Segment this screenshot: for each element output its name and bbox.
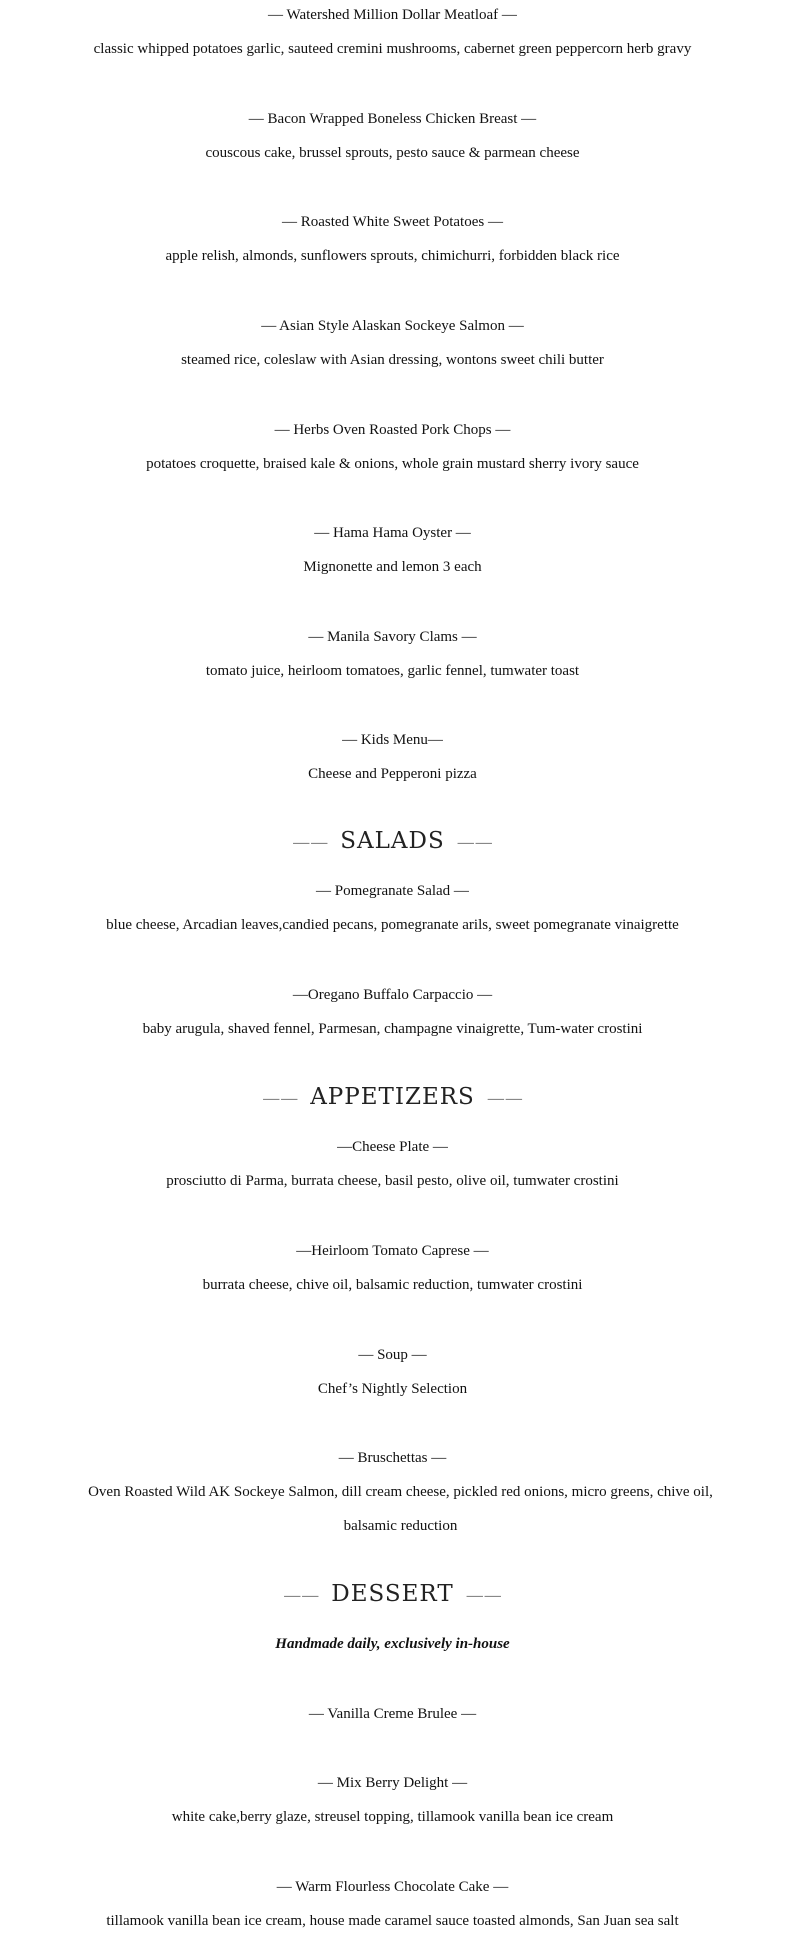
item-description: burrata cheese, chive oil, balsamic reduction, tumwater crostini bbox=[202, 1277, 583, 1293]
section-heading-appetizers bbox=[0, 1083, 785, 1113]
item-description: baby arugula, shaved fennel, Parmesan, champagne vinaigrette, Tum-water crostini bbox=[142, 1021, 643, 1037]
heading-dash-left: —— bbox=[283, 1585, 320, 1606]
item-description: tomato juice, heirloom tomatoes, garlic fennel, tumwater toast bbox=[205, 663, 580, 679]
item-description: white cake,berry glaze, streusel topping, tillamook vanilla bean ice cream bbox=[171, 1809, 614, 1825]
item-title: — Soup — bbox=[358, 1347, 427, 1363]
item-title: — Bacon Wrapped Boneless Chicken Breast — bbox=[248, 111, 537, 127]
item-title: — Pomegranate Salad — bbox=[316, 883, 469, 899]
item-title: — Kids Menu— bbox=[342, 732, 443, 748]
item-title: — Asian Style Alaskan Sockeye Salmon — bbox=[261, 318, 524, 334]
section-title: SALADS bbox=[340, 828, 445, 854]
item-title: — Herbs Oven Roasted Pork Chops — bbox=[274, 422, 511, 438]
item-description: Chef’s Nightly Selection bbox=[317, 1381, 468, 1397]
item-title: — Vanilla Creme Brulee — bbox=[308, 1706, 477, 1722]
heading-dash-left: —— bbox=[262, 1088, 299, 1109]
section-title: APPETIZERS bbox=[310, 1084, 475, 1110]
item-title: — Mix Berry Delight — bbox=[317, 1775, 468, 1791]
section-heading-dessert bbox=[0, 1580, 785, 1610]
item-title: —Cheese Plate — bbox=[337, 1139, 448, 1155]
item-description: Cheese and Pepperoni pizza bbox=[308, 766, 477, 782]
item-description: couscous cake, brussel sprouts, pesto sauce & parmean cheese bbox=[205, 145, 580, 161]
item-description: blue cheese, Arcadian leaves,candied pecans, pomegranate arils, sweet pomegranate vinaigrette bbox=[106, 917, 679, 933]
item-description: apple relish, almonds, sunflowers sprouts, chimichurri, forbidden black rice bbox=[165, 248, 620, 264]
section-heading-salads bbox=[0, 827, 785, 857]
item-title: — Manila Savory Clams — bbox=[308, 629, 477, 645]
heading-dash-right: —— bbox=[456, 832, 493, 853]
heading-dash-right: —— bbox=[465, 1585, 502, 1606]
item-description: prosciutto di Parma, burrata cheese, basil pesto, olive oil, tumwater crostini bbox=[166, 1173, 619, 1189]
item-title: —Oregano Buffalo Carpaccio — bbox=[292, 987, 493, 1003]
section-title: DESSERT bbox=[331, 1581, 454, 1607]
item-description: steamed rice, coleslaw with Asian dressing, wontons sweet chili butter bbox=[181, 352, 604, 368]
heading-dash-right: —— bbox=[486, 1088, 523, 1109]
item-title: — Bruschettas — bbox=[338, 1450, 447, 1466]
dessert-tagline: Handmade daily, exclusively in-house bbox=[275, 1636, 510, 1652]
item-title: — Roasted White Sweet Potatoes — bbox=[282, 214, 503, 230]
item-description: Mignonette and lemon 3 each bbox=[303, 559, 482, 575]
heading-dash-left: —— bbox=[292, 832, 329, 853]
item-description: Oven Roasted Wild AK Sockeye Salmon, dill cream cheese, pickled red onions, micro greens, chive oil, balsamic reduction bbox=[88, 1484, 713, 1534]
item-title: — Warm Flourless Chocolate Cake — bbox=[276, 1879, 509, 1895]
item-title: — Watershed Million Dollar Meatloaf — bbox=[268, 7, 517, 23]
item-title: — Hama Hama Oyster — bbox=[314, 525, 471, 541]
item-description: potatoes croquette, braised kale & onions, whole grain mustard sherry ivory sauce bbox=[146, 456, 639, 472]
item-title: —Heirloom Tomato Caprese — bbox=[296, 1243, 489, 1259]
item-description: classic whipped potatoes garlic, sauteed cremini mushrooms, cabernet green peppercorn herb gravy bbox=[93, 41, 692, 57]
item-description: tillamook vanilla bean ice cream, house made caramel sauce toasted almonds, San Juan sea salt bbox=[106, 1913, 679, 1929]
